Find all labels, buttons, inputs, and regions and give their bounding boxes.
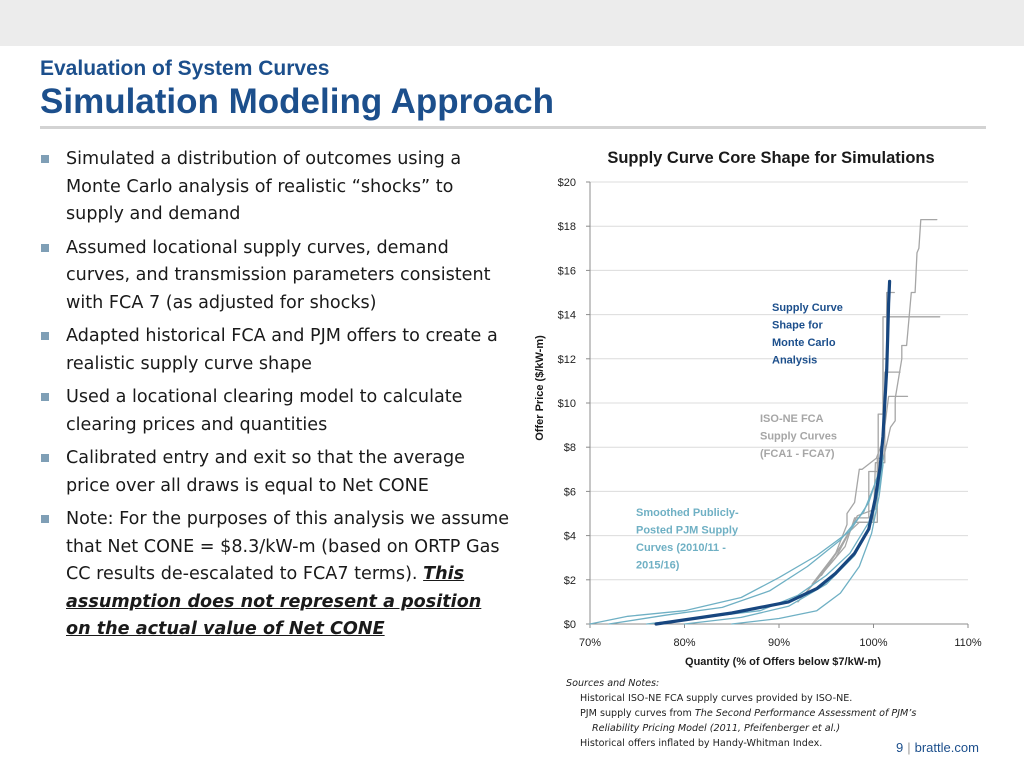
sources-heading: Sources and Notes:: [566, 678, 660, 689]
annotation-line: Smoothed Publicly-: [636, 507, 739, 519]
y-tick-label: $20: [557, 177, 576, 189]
annotation-line: Shape for: [772, 319, 823, 332]
annotation-line: 2015/16): [636, 559, 680, 572]
slide-subtitle: Evaluation of System Curves: [40, 57, 330, 80]
y-tick-label: $12: [557, 353, 576, 366]
sources-line: Historical ISO-NE FCA supply curves provided by ISO-NE.: [580, 693, 853, 704]
y-tick-label: $0: [563, 619, 576, 631]
annotation-line: Supply Curve: [772, 302, 843, 314]
footer: [896, 740, 979, 755]
y-tick-label: $10: [557, 398, 576, 410]
x-tick-label: 80%: [673, 637, 696, 649]
annotation: [636, 507, 739, 572]
y-axis-label: Offer Price ($/kW-m): [534, 335, 546, 441]
annotation-line: Posted PJM Supply: [636, 524, 739, 537]
x-tick-label: 70%: [578, 637, 602, 649]
annotation-line: Supply Curves: [760, 430, 838, 443]
y-tick-label: $8: [563, 442, 576, 455]
sources-citation: The Second Performance Assessment of PJM’s: [694, 708, 917, 719]
page-number: 9: [896, 740, 904, 755]
footer-separator: |: [907, 740, 911, 755]
y-tick-label: $2: [563, 574, 576, 587]
y-tick-label: $16: [557, 265, 576, 278]
x-tick-label: 100%: [859, 637, 888, 649]
series-line-iso-ne: [822, 220, 937, 576]
annotation: [760, 413, 837, 460]
y-tick-label: $14: [557, 309, 576, 322]
annotation-line: Curves (2010/11 -: [636, 542, 726, 554]
chart-labels: [534, 149, 935, 668]
annotation: [772, 302, 843, 367]
slide-title: Simulation Modeling Approach: [40, 82, 554, 121]
series-line-pjm: [609, 456, 883, 624]
chart-title: Supply Curve Core Shape for Simulations: [607, 149, 935, 167]
bullet-text: Adapted historical FCA and PJM offers to create a realistic supply curve shape: [66, 326, 498, 374]
sources-citation: Reliability Pricing Model (2011, Pfeifenberger et al.): [592, 723, 841, 734]
sources-line-text: PJM supply curves from: [580, 708, 695, 719]
annotation-line: Monte Carlo: [772, 337, 836, 349]
chart-grid: [590, 182, 968, 580]
y-tick-label: $4: [563, 530, 576, 543]
y-tick-label: $18: [557, 221, 576, 234]
y-tick-label: $6: [563, 486, 576, 499]
annotation-line: ISO-NE FCA: [760, 413, 824, 425]
x-tick-label: 110%: [954, 637, 982, 649]
note-emphasis: This assumption does not represent a position on the actual value of Net CONE: [66, 564, 482, 639]
annotation-line: Analysis: [772, 354, 818, 367]
sources-line: [566, 706, 986, 721]
bullet-text: Calibrated entry and exit so that the average price over all draws is equal to Net CONE: [66, 448, 465, 496]
x-axis-label: Quantity (% of Offers below $7/kW-m): [685, 656, 881, 668]
note-text: Note: For the purposes of this analysis we assume that Net CONE = $8.3/kW-m (based on ORTP Gas CC results de-escalated to FCA7 terms).: [66, 509, 510, 584]
annotation-line: (FCA1 - FCA7): [760, 448, 835, 460]
sources-line: Historical offers inflated by Handy-Whitman Index.: [580, 738, 823, 749]
sources-line: [566, 721, 986, 736]
x-tick-label: 90%: [767, 637, 791, 649]
bullet-text: Used a locational clearing model to calculate clearing prices and quantities: [66, 387, 463, 435]
bullet-text: Assumed locational supply curves, demand curves, and transmission parameters consistent with FCA 7 (as adjusted for shocks): [66, 237, 491, 313]
footer-site-link[interactable]: brattle.com: [914, 740, 979, 755]
bullet-text: Simulated a distribution of outcomes using a Monte Carlo analysis of realistic “shocks” to supply and demand: [66, 149, 462, 224]
